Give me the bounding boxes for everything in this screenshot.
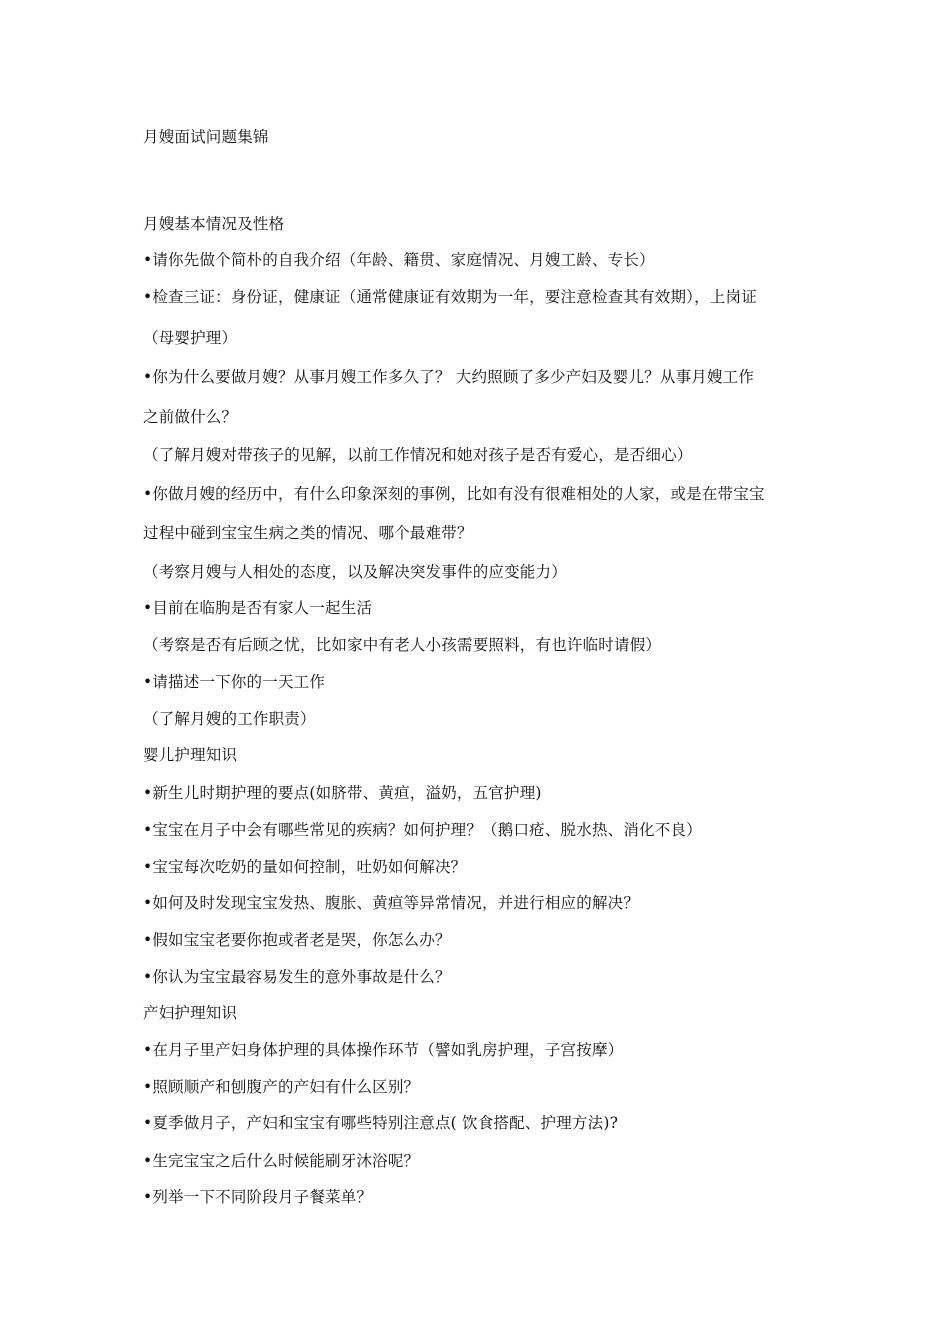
question-line: •照顾顺产和刨腹产的产妇有什么区别？: [143, 1078, 420, 1096]
question-line: •如何及时发现宝宝发热、腹胀、黄疸等异常情况，并进行相应的解决？: [143, 894, 640, 912]
question-line: •目前在临朐是否有家人一起生活: [143, 599, 373, 617]
note-line: （了解月嫂对带孩子的见解，以前工作情况和她对孩子是否有爱心，是否细心）: [143, 446, 693, 464]
note-line: （考察月嫂与人相处的态度，以及解决突发事件的应变能力）: [143, 563, 567, 581]
question-line: •你做月嫂的经历中，有什么印象深刻的事例，比如有没有很难相处的人家，或是在带宝宝: [143, 485, 765, 503]
question-line: •你认为宝宝最容易发生的意外事故是什么？: [143, 968, 451, 986]
note-line: （考察是否有后顾之忧，比如家中有老人小孩需要照料，有也许临时请假）: [143, 636, 662, 654]
question-line: •检查三证：身份证，健康证（通常健康证有效期为一年，要注意检查其有效期），上岗证: [143, 288, 757, 306]
question-line: •生完宝宝之后什么时候能刷牙沐浴呢？: [143, 1152, 420, 1170]
question-line: •你为什么要做月嫂？从事月嫂工作多久了？ 大约照顾了多少产妇及婴儿？从事月嫂工作: [143, 368, 755, 386]
section-heading-infant-care: 婴儿护理知识: [143, 746, 238, 764]
question-line: •请你先做个简朴的自我介绍（年龄、籍贯、家庭情况、月嫂工龄、专长）: [143, 251, 655, 269]
question-line: •在月子里产妇身体护理的具体操作环节（譬如乳房护理，子宫按摩）: [143, 1041, 624, 1059]
note-line: （了解月嫂的工作职责）: [143, 710, 316, 728]
question-line: 过程中碰到宝宝生病之类的情况、哪个最难带？: [143, 524, 473, 542]
question-line: （母婴护理）: [143, 329, 238, 347]
section-heading-maternal-care: 产妇护理知识: [143, 1004, 238, 1022]
question-line: •假如宝宝老要你抱或者老是哭，你怎么办？: [143, 931, 451, 949]
question-line: •宝宝每次吃奶的量如何控制，吐奶如何解决？: [143, 858, 467, 876]
document-title: 月嫂面试问题集锦: [143, 128, 269, 146]
question-line: •夏季做月子，产妇和宝宝有哪些特别注意点( 饮食搭配、护理方法)?: [143, 1114, 619, 1132]
question-line: •新生儿时期护理的要点(如脐带、黄疸，溢奶，五官护理): [143, 784, 542, 802]
section-heading-basic-info: 月嫂基本情况及性格: [143, 215, 285, 233]
question-line: •列举一下不同阶段月子餐菜单？: [143, 1188, 373, 1206]
question-line: 之前做什么？: [143, 408, 238, 426]
question-line: •请描述一下你的一天工作: [143, 673, 326, 691]
question-line: •宝宝在月子中会有哪些常见的疾病？如何护理？（鹅口疮、脱水热、消化不良）: [143, 821, 702, 839]
